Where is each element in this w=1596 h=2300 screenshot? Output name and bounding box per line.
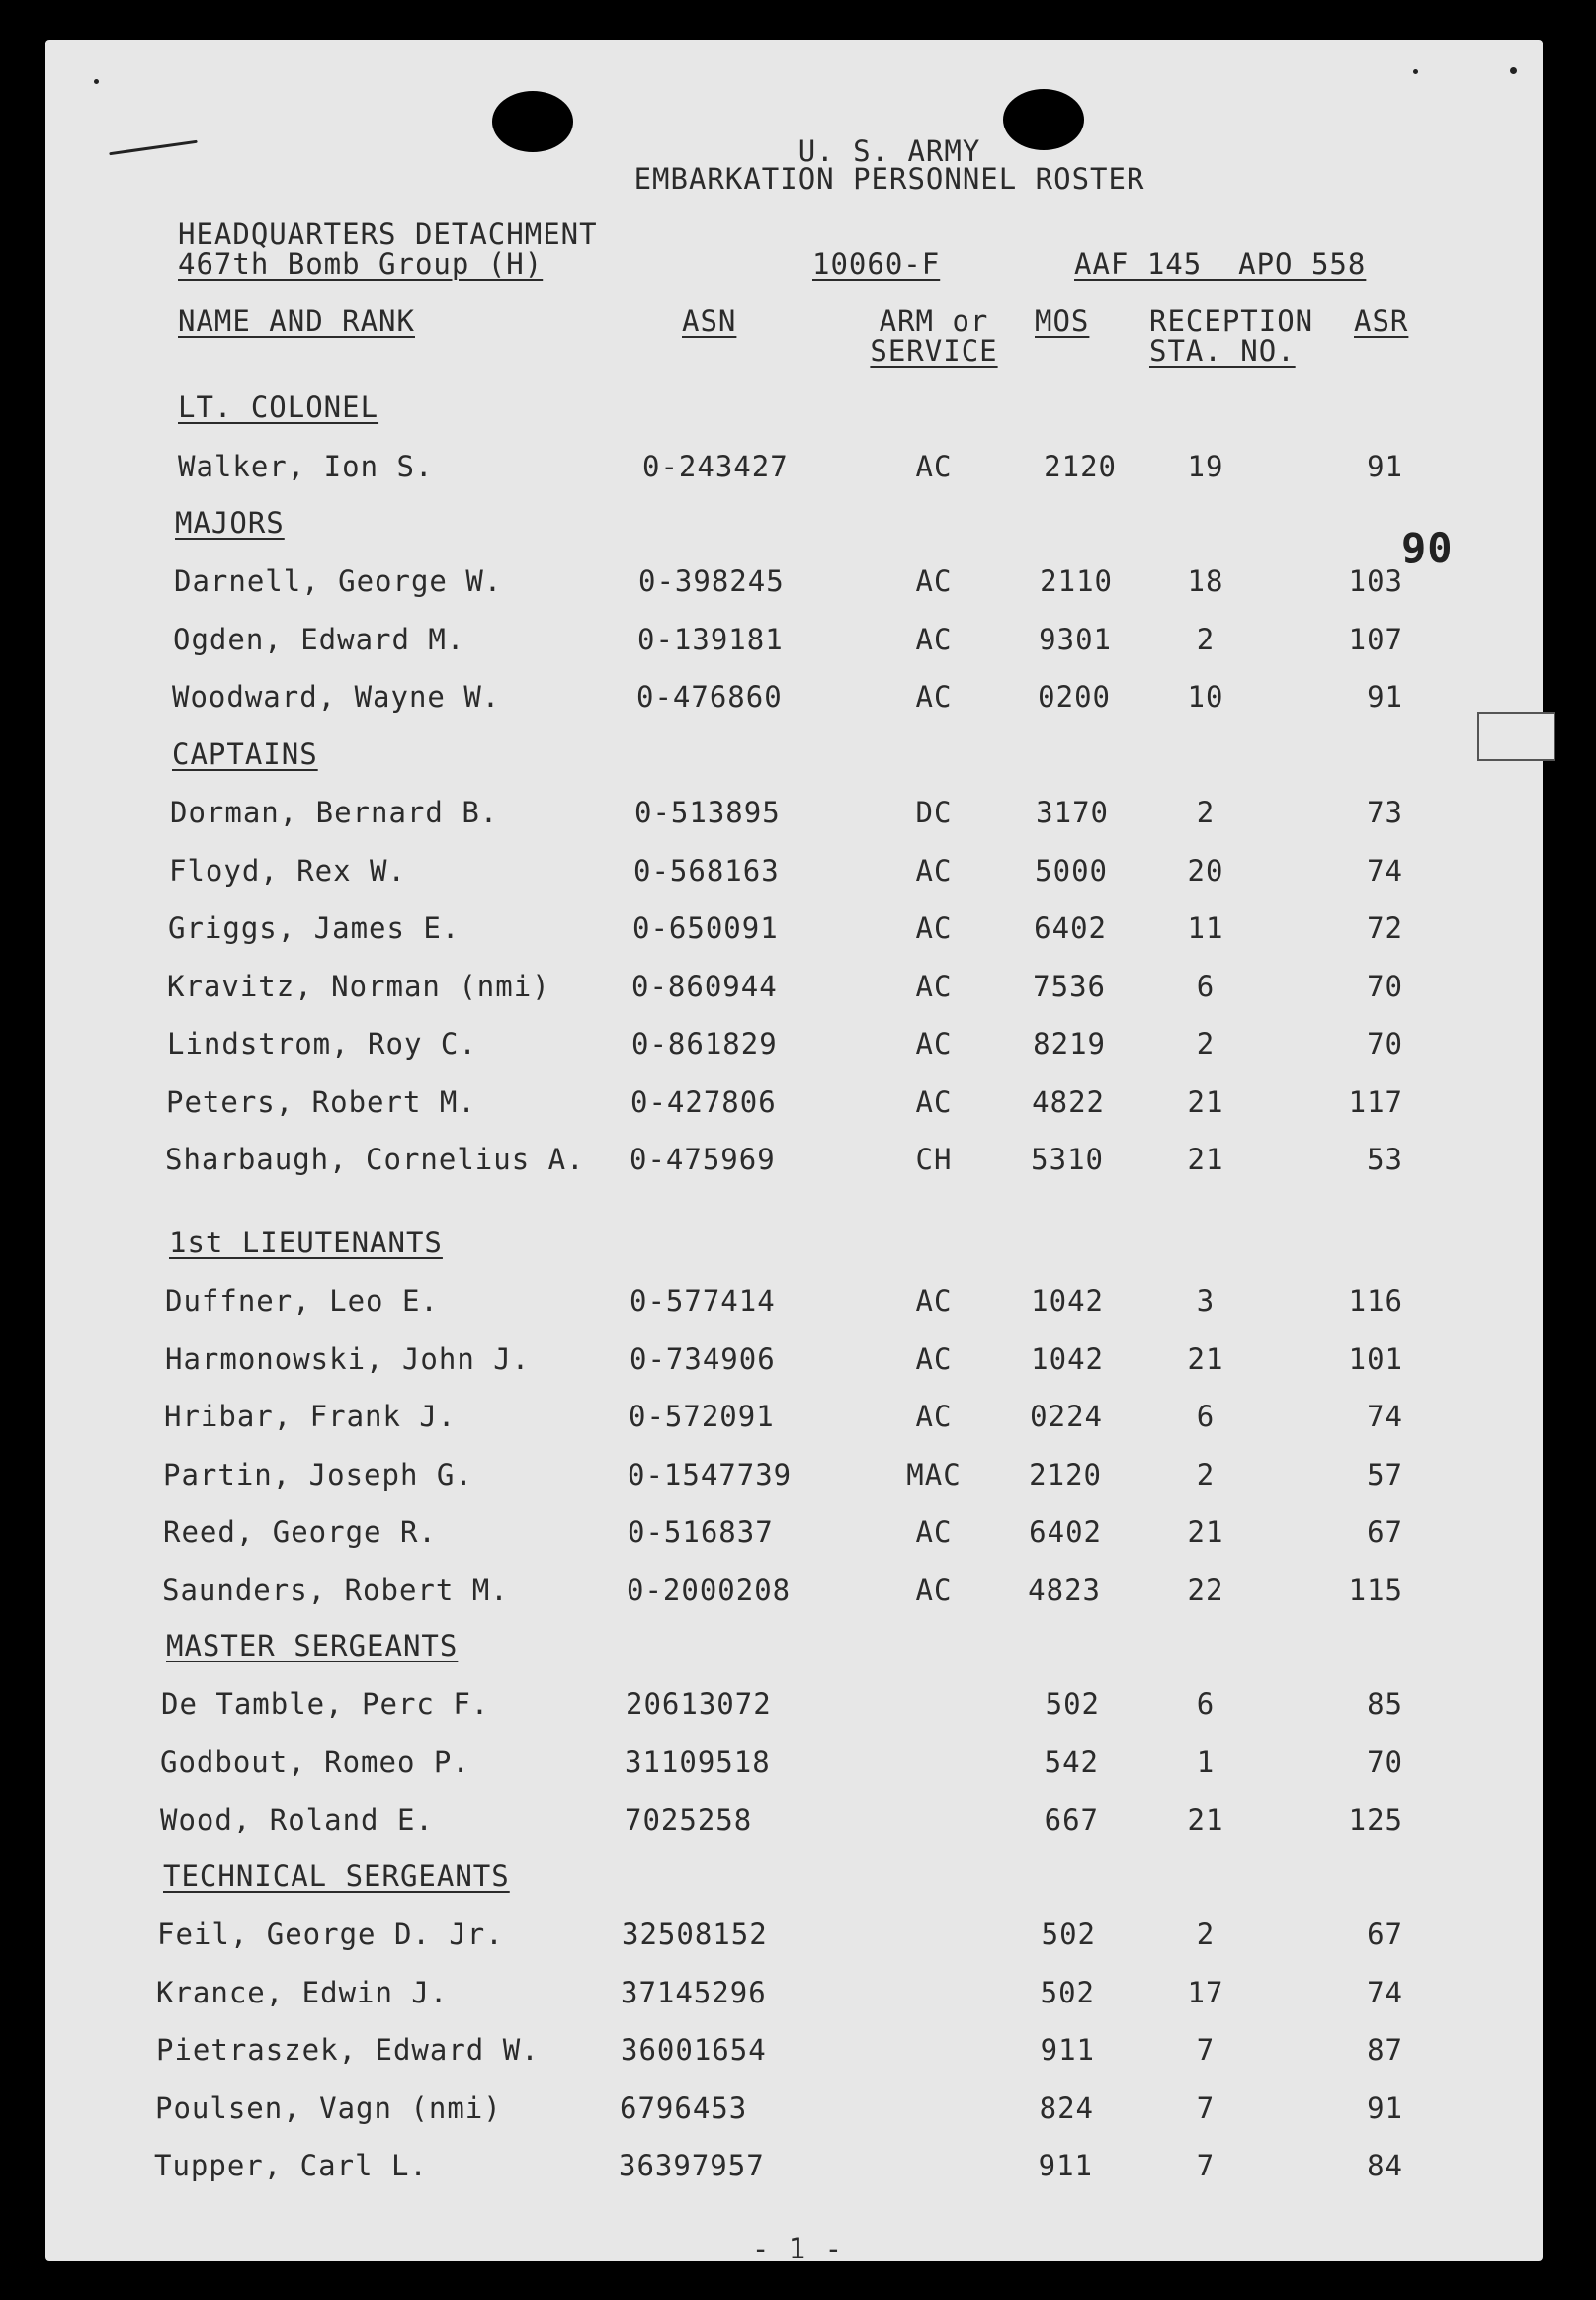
roster-asr: 103 — [1348, 564, 1403, 598]
roster-name: Griggs, James E. — [168, 911, 461, 945]
roster-name: Floyd, Rex W. — [169, 853, 406, 888]
roster-asn: 0-650091 — [632, 911, 779, 945]
section-heading: CAPTAINS — [172, 737, 318, 771]
speck — [1413, 69, 1418, 74]
roster-arm: AC — [915, 1573, 953, 1607]
roster-reception: 2 — [1196, 1457, 1216, 1491]
section-heading: MASTER SERGEANTS — [166, 1629, 459, 1662]
roster-reception: 2 — [1196, 796, 1216, 829]
section-heading: TECHNICAL SERGEANTS — [163, 1859, 510, 1893]
roster-name: Tupper, Carl L. — [154, 2149, 428, 2182]
roster-mos: 0200 — [1038, 680, 1111, 714]
roster-arm: AC — [915, 1341, 953, 1376]
side-tab — [1477, 712, 1555, 761]
roster-arm: AC — [915, 1400, 953, 1433]
margin-note: 90 — [1401, 524, 1454, 572]
roster-asr: 72 — [1367, 911, 1403, 945]
roster-asr: 91 — [1367, 680, 1403, 714]
speck — [94, 79, 99, 84]
roster-asr: 67 — [1367, 1917, 1403, 1951]
roster-mos: 2120 — [1029, 1457, 1102, 1491]
roster-mos: 911 — [1038, 2149, 1093, 2182]
punch-hole-left — [492, 91, 573, 152]
roster-reception: 21 — [1187, 1143, 1224, 1176]
col-asn: ASN — [682, 304, 737, 338]
roster-arm: CH — [915, 1143, 953, 1176]
roster-mos: 6402 — [1034, 911, 1107, 945]
roster-mos: 502 — [1040, 1975, 1095, 2009]
col-arm: ARM or — [879, 304, 989, 338]
roster-asr: 73 — [1367, 796, 1403, 829]
roster-reception: 6 — [1196, 969, 1216, 1003]
roster-reception: 7 — [1196, 2090, 1216, 2125]
roster-asn: 0-516837 — [628, 1515, 774, 1549]
roster-name: Saunders, Robert M. — [162, 1573, 509, 1607]
roster-name: Krance, Edwin J. — [156, 1975, 449, 2009]
roster-asn: 32508152 — [622, 1917, 768, 1951]
section-heading: MAJORS — [175, 506, 285, 540]
col-sta-no: STA. NO. — [1149, 334, 1296, 368]
aaf-apo: AAF 145 APO 558 — [1074, 247, 1367, 281]
roster-mos: 9301 — [1039, 622, 1112, 656]
roster-mos: 2120 — [1044, 450, 1117, 483]
roster-arm: AC — [915, 1027, 953, 1061]
roster-asn: 6796453 — [620, 2090, 748, 2125]
roster-arm: MAC — [906, 1457, 962, 1491]
roster-asn: 0-861829 — [631, 1027, 778, 1061]
roster-reception: 18 — [1187, 564, 1224, 598]
roster-reception: 1 — [1196, 1745, 1216, 1779]
roster-arm: AC — [915, 564, 953, 598]
roster-mos: 502 — [1045, 1687, 1100, 1721]
roster-name: Lindstrom, Roy C. — [167, 1027, 477, 1061]
roster-asn: 0-476860 — [636, 680, 783, 714]
roster-name: Wood, Roland E. — [160, 1803, 434, 1836]
roster-name: Feil, George D. Jr. — [157, 1917, 504, 1951]
roster-mos: 7536 — [1033, 969, 1106, 1003]
roster-reception: 21 — [1187, 1084, 1224, 1119]
roster-reception: 21 — [1187, 1341, 1224, 1376]
roster-asn: 0-860944 — [631, 969, 778, 1003]
roster-name: Ogden, Edward M. — [173, 622, 465, 656]
roster-arm: AC — [915, 622, 953, 656]
roster-asn: 0-577414 — [630, 1284, 776, 1318]
title-line-2: EMBARKATION PERSONNEL ROSTER — [633, 162, 1145, 196]
roster-reception: 19 — [1187, 450, 1224, 483]
roster-asr: 57 — [1367, 1457, 1403, 1491]
roster-mos: 2110 — [1040, 564, 1113, 598]
col-reception: RECEPTION — [1149, 304, 1314, 338]
roster-mos: 824 — [1039, 2090, 1094, 2125]
roster-name: Pietraszek, Edward W. — [156, 2033, 540, 2067]
roster-asr: 117 — [1348, 1084, 1403, 1119]
roster-code: 10060-F — [812, 247, 941, 281]
col-asr: ASR — [1354, 304, 1409, 338]
roster-reception: 10 — [1187, 680, 1224, 714]
roster-name: Poulsen, Vagn (nmi) — [155, 2090, 502, 2125]
roster-mos: 4823 — [1028, 1573, 1101, 1607]
roster-name: Harmonowski, John J. — [165, 1341, 531, 1376]
roster-asn: 0-475969 — [630, 1143, 776, 1176]
roster-asr: 53 — [1367, 1143, 1403, 1176]
roster-arm: AC — [915, 969, 953, 1003]
roster-asr: 74 — [1367, 1400, 1403, 1433]
roster-asr: 70 — [1367, 1027, 1403, 1061]
roster-arm: AC — [915, 680, 953, 714]
col-service: SERVICE — [870, 334, 998, 368]
section-heading: 1st LIEUTENANTS — [169, 1226, 443, 1259]
roster-asn: 0-2000208 — [627, 1573, 792, 1607]
roster-asn: 0-568163 — [633, 853, 780, 888]
roster-asr: 74 — [1367, 1975, 1403, 2009]
roster-reception: 2 — [1196, 1917, 1216, 1951]
roster-asn: 0-398245 — [638, 564, 785, 598]
roster-asr: 74 — [1367, 853, 1403, 888]
roster-asn: 0-243427 — [642, 450, 789, 483]
page-number: - 1 - — [751, 2232, 844, 2265]
roster-asn: 20613072 — [626, 1687, 772, 1721]
roster-asn: 36397957 — [619, 2149, 765, 2182]
roster-name: Reed, George R. — [163, 1515, 437, 1549]
roster-asn: 0-427806 — [630, 1084, 777, 1119]
roster-asr: 91 — [1367, 450, 1403, 483]
roster-name: Sharbaugh, Cornelius A. — [165, 1143, 585, 1176]
roster-mos: 5310 — [1031, 1143, 1104, 1176]
col-name: NAME AND RANK — [178, 304, 415, 338]
roster-name: Peters, Robert M. — [166, 1084, 476, 1119]
roster-asr: 67 — [1367, 1515, 1403, 1549]
roster-name: Kravitz, Norman (nmi) — [167, 969, 550, 1003]
roster-asn: 31109518 — [625, 1745, 771, 1779]
roster-name: Duffner, Leo E. — [165, 1284, 439, 1318]
roster-asr: 84 — [1367, 2149, 1403, 2182]
roster-arm: DC — [915, 796, 953, 829]
roster-name: Hribar, Frank J. — [164, 1400, 457, 1433]
roster-mos: 4822 — [1032, 1084, 1105, 1119]
roster-reception: 6 — [1196, 1400, 1216, 1433]
roster-mos: 911 — [1040, 2033, 1095, 2067]
roster-asn: 0-139181 — [637, 622, 784, 656]
roster-reception: 3 — [1196, 1284, 1216, 1318]
roster-asn: 0-1547739 — [628, 1457, 793, 1491]
roster-arm: AC — [915, 1084, 953, 1119]
roster-mos: 8219 — [1033, 1027, 1106, 1061]
roster-reception: 11 — [1187, 911, 1224, 945]
roster-asn: 0-513895 — [634, 796, 781, 829]
unit-line-1: HEADQUARTERS DETACHMENT — [178, 217, 598, 251]
roster-arm: AC — [915, 450, 953, 483]
roster-asr: 116 — [1348, 1284, 1403, 1318]
roster-asn: 36001654 — [621, 2033, 767, 2067]
roster-reception: 7 — [1196, 2033, 1216, 2067]
unit-line-2: 467th Bomb Group (H) — [178, 247, 544, 281]
roster-arm: AC — [915, 1515, 953, 1549]
roster-asn: 0-734906 — [630, 1341, 776, 1376]
roster-asr: 125 — [1348, 1803, 1403, 1836]
roster-mos: 1042 — [1031, 1284, 1104, 1318]
roster-name: Partin, Joseph G. — [163, 1457, 473, 1491]
title-line-1: U. S. ARMY — [798, 134, 981, 168]
roster-asr: 70 — [1367, 969, 1403, 1003]
roster-name: Walker, Ion S. — [178, 450, 434, 483]
roster-mos: 0224 — [1030, 1400, 1103, 1433]
roster-name: De Tamble, Perc F. — [161, 1687, 490, 1721]
section-heading: LT. COLONEL — [178, 390, 379, 424]
roster-reception: 6 — [1196, 1687, 1216, 1721]
roster-arm: AC — [915, 853, 953, 888]
roster-name: Woodward, Wayne W. — [172, 680, 501, 714]
roster-reception: 2 — [1196, 622, 1216, 656]
roster-asn: 37145296 — [621, 1975, 767, 2009]
roster-reception: 2 — [1196, 1027, 1216, 1061]
roster-name: Darnell, George W. — [174, 564, 503, 598]
speck — [1510, 67, 1517, 74]
roster-arm: AC — [915, 911, 953, 945]
roster-asr: 107 — [1348, 622, 1403, 656]
roster-mos: 542 — [1044, 1745, 1099, 1779]
roster-reception: 20 — [1187, 853, 1224, 888]
roster-name: Dorman, Bernard B. — [170, 796, 499, 829]
col-mos: MOS — [1035, 304, 1090, 338]
roster-name: Godbout, Romeo P. — [160, 1745, 470, 1779]
roster-mos: 502 — [1041, 1917, 1096, 1951]
roster-reception: 7 — [1196, 2149, 1216, 2182]
roster-asr: 91 — [1367, 2090, 1403, 2125]
roster-mos: 667 — [1044, 1803, 1099, 1836]
roster-mos: 5000 — [1035, 853, 1108, 888]
roster-asr: 85 — [1367, 1687, 1403, 1721]
roster-asr: 115 — [1348, 1573, 1403, 1607]
roster-reception: 21 — [1187, 1515, 1224, 1549]
roster-reception: 22 — [1187, 1573, 1224, 1607]
roster-asn: 7025258 — [625, 1803, 753, 1836]
roster-asn: 0-572091 — [629, 1400, 775, 1433]
roster-asr: 87 — [1367, 2033, 1403, 2067]
roster-arm: AC — [915, 1284, 953, 1318]
roster-asr: 101 — [1348, 1341, 1403, 1376]
roster-reception: 21 — [1187, 1803, 1224, 1836]
roster-mos: 3170 — [1036, 796, 1109, 829]
roster-asr: 70 — [1367, 1745, 1403, 1779]
roster-reception: 17 — [1187, 1975, 1224, 2009]
roster-mos: 1042 — [1031, 1341, 1104, 1376]
roster-mos: 6402 — [1029, 1515, 1102, 1549]
